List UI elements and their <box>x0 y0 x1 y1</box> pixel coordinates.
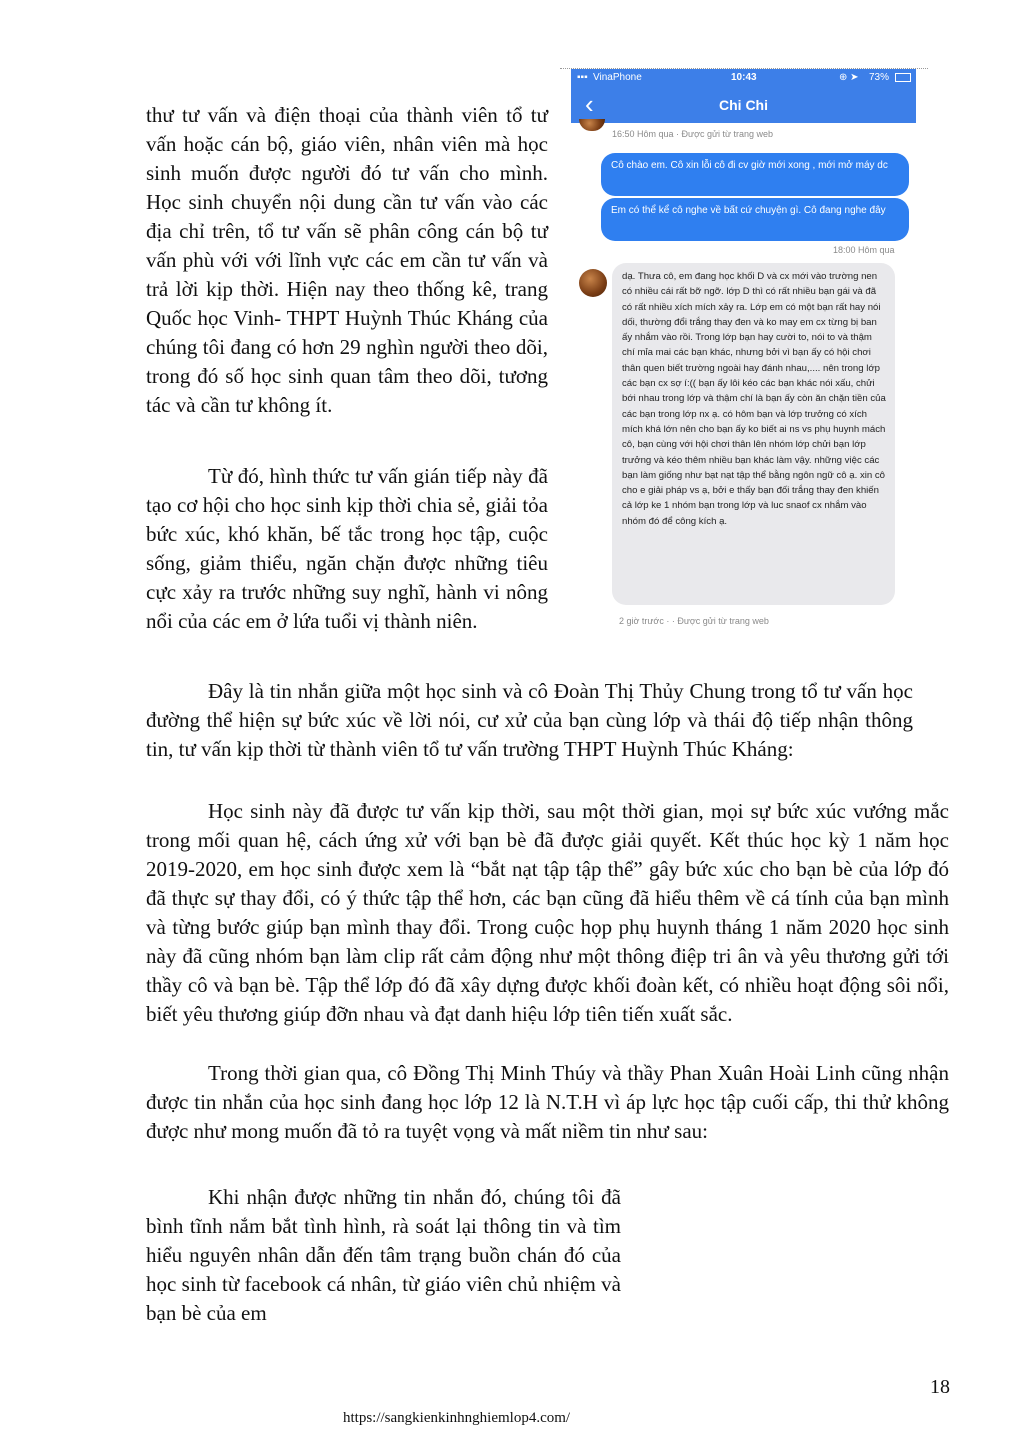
paragraph-2-text: Từ đó, hình thức tư vấn gián tiếp này đã tạo cơ hội cho học sinh kịp thời chia sẻ, giải tỏa bức xúc, khó khăn, bế tắc trong học tập, cuộc sống, giảm thiểu, ngăn chặn được những tiêu cực xảy ra trước những suy nghĩ, hành vi nông nổi của các em ở lứa tuổi vị thành niên. <box>146 464 548 633</box>
paragraph-4-text: Học sinh này đã được tư vấn kịp thời, sau một thời gian, mọi sự bức xúc vướng mắc trong mối quan hệ, cách ứng xử với bạn bè đã được giải quyết. Kết thúc học kỳ 1 năm học 2019-2020, em học sinh được xem là “bắt nạt tập tập thể” gây bức xúc cho bạn bè của lớp đó đã thực sự thay đổi, có ý thức tập thể hơn, các bạn cũng đã hiểu thêm về cá tính của bạn mình và từng bước giúp bạn mình thay đổi. Trong cuộc họp phụ huynh tháng 1 năm 2020 học sinh này đã cũng nhóm bạn làm clip rất cảm động như một thông điệp tri ân và yêu thương gửi tới thầy cô và bạn bè. Tập thể lớp đó đã xây dựng được khối đoàn kết, có nhiều hoạt động sôi nổi, biết yêu thương giúp đỡn nhau và đạt danh hiệu lớp tiên tiến xuất sắc. <box>146 799 949 1026</box>
meta-top: 16:50 Hôm qua · Được gửi từ trang web <box>612 129 774 139</box>
location-icon: ⊕ ➤ <box>839 72 859 83</box>
paragraph-1: thư tư vấn và điện thoại của thành viên tổ tư vấn hoặc cán bộ, giáo viên, nhân viên mà học sinh muốn được người đó tư vấn cho mình. Học sinh chuyển nội dung cần tư vấn vào các địa chỉ trên, tổ tư vấn sẽ phân công cán bộ tư vấn phù với với lĩnh vực các em cần tư vấn và trả lời kịp thời. Hiện nay theo thống kê, trang Quốc học Vinh- THPT Huỳnh Thúc Kháng của chúng tôi đang có hơn 29 nghìn người theo dõi, trong đó số học sinh quan tâm theo dõi, tương tác và cần tư không ít. <box>146 103 548 417</box>
message-in: dạ. Thưa cô, em đang học khối D và cx mới vào trường nen có nhiều cái rất bỡ ngỡ. lớp D thì có rất nhiều bạn gái và đã có rất nhiều xích mích xảy ra. Lớp em có một bạn rất hay nói dối, thường đổi trắng thay đen và ko may em cx từng bị ban ấy nhắm vào rồi. Trong lớp bạn hay cười to, nói to và thậm chí mỉa mai các bạn khác, nhưng bởi vì bạn ấy có hội chơi thân quen biết trường ngoài hay đánh nhau,.... nên trong lớp các bạn cx sợ í:(( bạn ấy lôi kéo các bạn khác nói xấu, chửi bới nhau trong lớp và thậm chí là bạn ấy còn ăn chặn tiền của các bạn trong lớp nx ạ. có hôm bạn và lớp trưởng có xích mích khá lớn nên cho bạn ấy ko biết ai ns vs phụ huynh mách cô, bạn cùng với hội chơi thân lên nhóm lớp chửi bạn lớp trưởng và kéo thêm nhiều bạn khác làm vậy. những việc các bạn làm giống như bạt nạt tập thể bằng ngôn ngữ cô ạ. xin cô cho e giải pháp vs ạ, bởi e thấy bạn đối trắng thay đen khiến cả lớp ke 1 nhóm bạn trong lớp và luc snaof cx nhắm vào nhóm đó để công kích ạ. <box>612 263 895 605</box>
footer-url[interactable]: https://sangkienkinhnghiemlop4.com/ <box>343 1410 571 1426</box>
back-chevron-icon[interactable]: ‹ <box>585 89 594 119</box>
paragraph-5-text: Trong thời gian qua, cô Đồng Thị Minh Thúy và thầy Phan Xuân Hoài Linh cũng nhận được tin nhắn của học sinh đang học lớp 12 là N.T.H vì áp lực học tập cuối cấp, thi thử không được như mong muốn đã tỏ ra tuyệt vọng và mất niềm tin như sau: <box>146 1061 949 1143</box>
paragraph-6 <box>146 1183 621 1328</box>
paragraph-3-text: Đây là tin nhắn giữa một học sinh và cô Đoàn Thị Thủy Chung trong tổ tư vấn học đường thể hiện sự bức xúc về lời nói, cư xử của bạn cùng lớp và thái độ tiếp nhận thông tin, tư vấn kịp thời từ thành viên tổ tư vấn trường THPT Huỳnh Thúc Kháng: <box>146 679 913 761</box>
messenger-screenshot <box>571 69 916 642</box>
avatar-top <box>579 119 605 131</box>
paragraph-3 <box>146 677 913 764</box>
paragraph-6-text: Khi nhận được những tin nhắn đó, chúng tôi đã bình tĩnh nắm bắt tình hình, rà soát lại thông tin và tìm hiểu nguyên nhân dẫn đến tâm trạng buồn chán đó của học sinh từ facebook cá nhân, từ giáo viên chủ nhiệm và bạn bè của em <box>146 1185 621 1325</box>
message-out-1: Cô chào em. Cô xin lỗi cô đi cv giờ mới xong , mới mở máy dc <box>601 153 909 196</box>
chat-header <box>571 87 916 123</box>
meta-bottom: 2 giờ trước · · Được gửi từ trang web <box>619 616 769 626</box>
paragraph-5 <box>146 1059 949 1146</box>
paragraph-2 <box>146 462 548 636</box>
carrier-name: VinaPhone <box>593 72 642 83</box>
battery-icon <box>895 73 911 82</box>
paragraph-4 <box>146 797 949 1029</box>
status-bar <box>571 69 916 87</box>
clock: 10:43 <box>731 72 757 83</box>
battery-level: 73% <box>869 72 890 83</box>
contact-name: Chi Chi <box>719 97 768 113</box>
page-number: 18 <box>930 1376 950 1398</box>
meta-mid: 18:00 Hôm qua <box>833 245 895 255</box>
message-out-2: Em có thể kể cô nghe về bất cứ chuyện gì. Cô đang nghe đây <box>601 198 909 241</box>
signal-icon: ▪▪▪ <box>577 72 588 83</box>
avatar <box>579 269 607 297</box>
